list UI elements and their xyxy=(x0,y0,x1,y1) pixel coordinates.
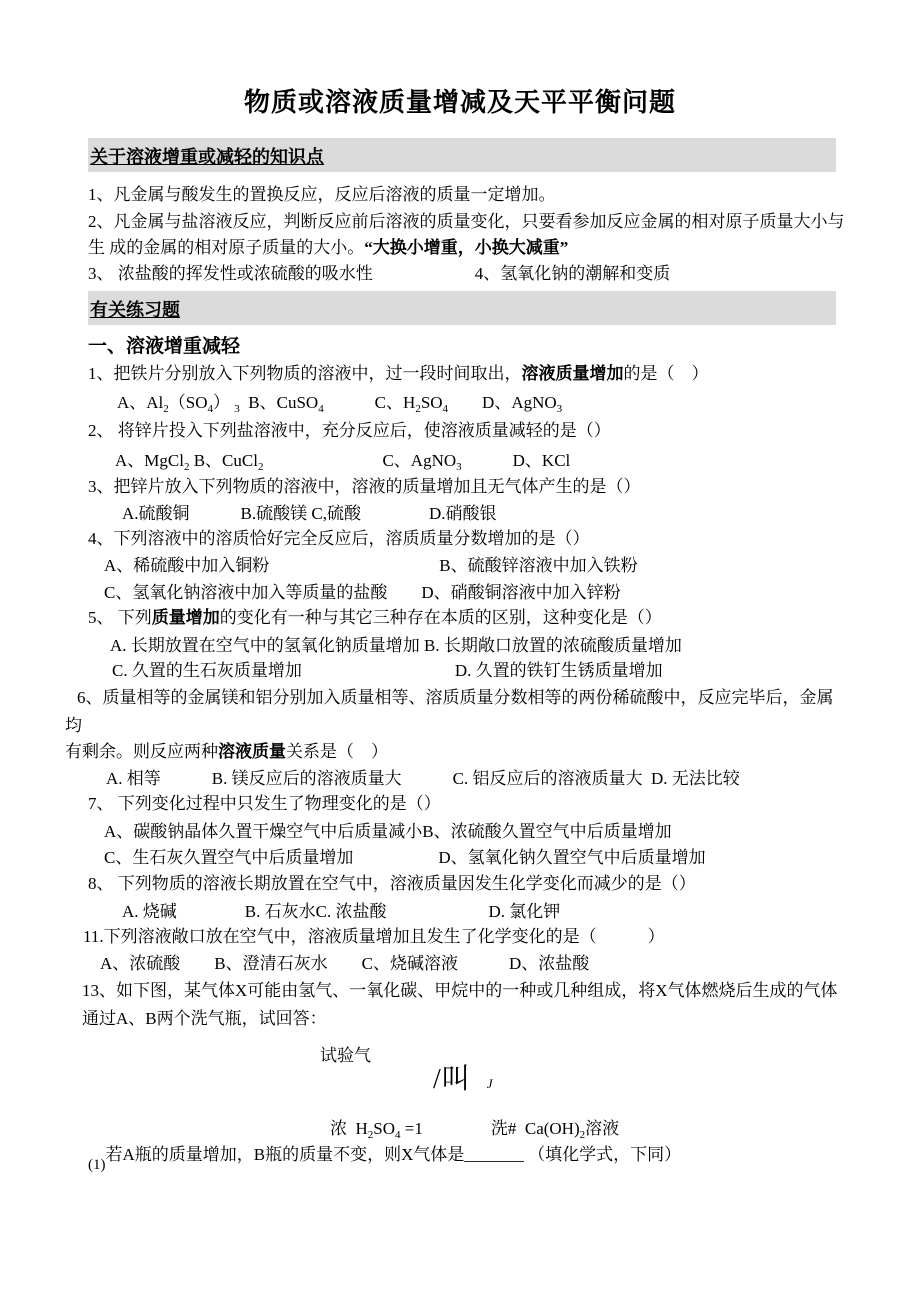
subsection-title: 一、溶液增重减轻 xyxy=(88,336,241,357)
question-6-line2: 均 xyxy=(65,716,82,735)
figure-apparatus-glyph: /叫 J xyxy=(433,1064,494,1095)
section-header-bar-knowledge xyxy=(88,138,836,172)
question-13-line2: 通过A、B两个洗气瓶，试回答： xyxy=(82,1009,327,1028)
question-5: 5、 下列质量增加的变化有一种与其它三种存在本质的区别，这种变化是（） xyxy=(88,608,662,627)
figure-gas-label: 试验气 xyxy=(320,1046,371,1065)
question-2-options: A、MgCl$_2$ B、CuCl$_2$ C、AgNO$_3$ D、KCl xyxy=(115,451,571,473)
knowledge-point-2-line2: 生 成的金属的相对原子质量的大小。“大换小增重，小换大减重” xyxy=(88,238,569,257)
section-header-bar-exercises xyxy=(88,291,836,325)
question-6-line3: 有剩余。则反应两种溶液质量关系是（ ） xyxy=(65,742,388,761)
question-5-options-ab: A. 长期放置在空气中的氢氧化钠质量增加 B. 长期敞口放置的浓硫酸质量增加 xyxy=(110,636,682,655)
knowledge-point-2-line1: 2、凡金属与盐溶液反应，判断反应前后溶液的质量变化，只要看参加反应金属的相对原子质量大小与 xyxy=(88,212,845,231)
question-4-options-ab: A、稀硫酸中加入铜粉 B、硫酸锌溶液中加入铁粉 xyxy=(104,556,638,575)
question-1-options: A、$Al_2(SO_4)$ $_3$ B、CuSO$_4$ C、$H_2SO_4$ D、AgNO$_3$ xyxy=(117,393,563,415)
question-2: 2、 将锌片投入下列盐溶液中，充分反应后，使溶液质量减轻的是（） xyxy=(88,421,611,440)
question-8-options: A. 烧碱 B. 石灰水C. 浓盐酸 D. 氯化钾 xyxy=(122,902,561,921)
question-4: 4、下列溶液中的溶质恰好完全反应后，溶质质量分数增加的是（） xyxy=(88,529,590,548)
question-11: 11.下列溶液敞口放在空气中，溶液质量增加且发生了化学变化的是（ ） xyxy=(83,927,665,946)
question-7-options-cd: C、生石灰久置空气中后质量增加 D、氢氧化钠久置空气中后质量增加 xyxy=(104,848,706,867)
section-header-exercises: 有关练习题 xyxy=(90,300,180,320)
question-8: 8、 下列物质的溶液长期放置在空气中，溶液质量因发生化学变化而减少的是（） xyxy=(88,874,696,893)
figure-bottle-labels: 浓 $H_2SO_4 =1$ 洗# $Ca(OH)_2$溶液 xyxy=(330,1119,620,1141)
question-1: 1、把铁片分别放入下列物质的溶液中，过一段时间取出，溶液质量增加的是（ ） xyxy=(88,364,709,383)
question-3: 3、把锌片放入下列物质的溶液中，溶液的质量增加且无气体产生的是（） xyxy=(88,477,641,496)
question-6-options: A. 相等 B. 镁反应后的溶液质量大 C. 铝反应后的溶液质量大 D. 无法比较 xyxy=(106,769,740,788)
question-13-sub1: (1)若A瓶的质量增加，B瓶的质量不变，则X气体是_______ （填化学式，下同） xyxy=(88,1145,682,1173)
question-7: 7、 下列变化过程中只发生了物理变化的是（） xyxy=(88,794,441,813)
question-13-line1: 13、如下图，某气体X可能由氢气、一氧化碳、甲烷中的一种或几种组成，将X气体燃烧后生成的气体 xyxy=(82,981,838,1000)
question-11-options: A、浓硫酸 B、澄清石灰水 C、烧碱溶液 D、浓盐酸 xyxy=(100,954,590,973)
knowledge-point-1: 1、凡金属与酸发生的置换反应，反应后溶液的质量一定增加。 xyxy=(88,185,556,204)
knowledge-point-3-4: 3、 浓盐酸的挥发性或浓硫酸的吸水性 4、氢氧化钠的潮解和变质 xyxy=(88,264,671,283)
page-title: 物质或溶液质量增减及天平平衡问题 xyxy=(243,88,676,117)
question-6-line1: 6、质量相等的金属镁和铝分别加入质量相等、溶质质量分数相等的两份稀硫酸中，反应完毕后，金属 xyxy=(77,688,834,707)
question-7-options-ab: A、碳酸钠晶体久置干燥空气中后质量减小B、浓硫酸久置空气中后质量增加 xyxy=(104,822,672,841)
question-3-options: A.硫酸铜 B.硫酸镁 C,硫酸 D.硝酸银 xyxy=(122,504,497,523)
question-5-options-cd: C. 久置的生石灰质量增加 D. 久置的铁钉生锈质量增加 xyxy=(112,661,663,680)
section-header-knowledge: 关于溶液增重或减轻的知识点 xyxy=(90,147,324,167)
question-4-options-cd: C、氢氧化钠溶液中加入等质量的盐酸 D、硝酸铜溶液中加入锌粉 xyxy=(104,583,621,602)
